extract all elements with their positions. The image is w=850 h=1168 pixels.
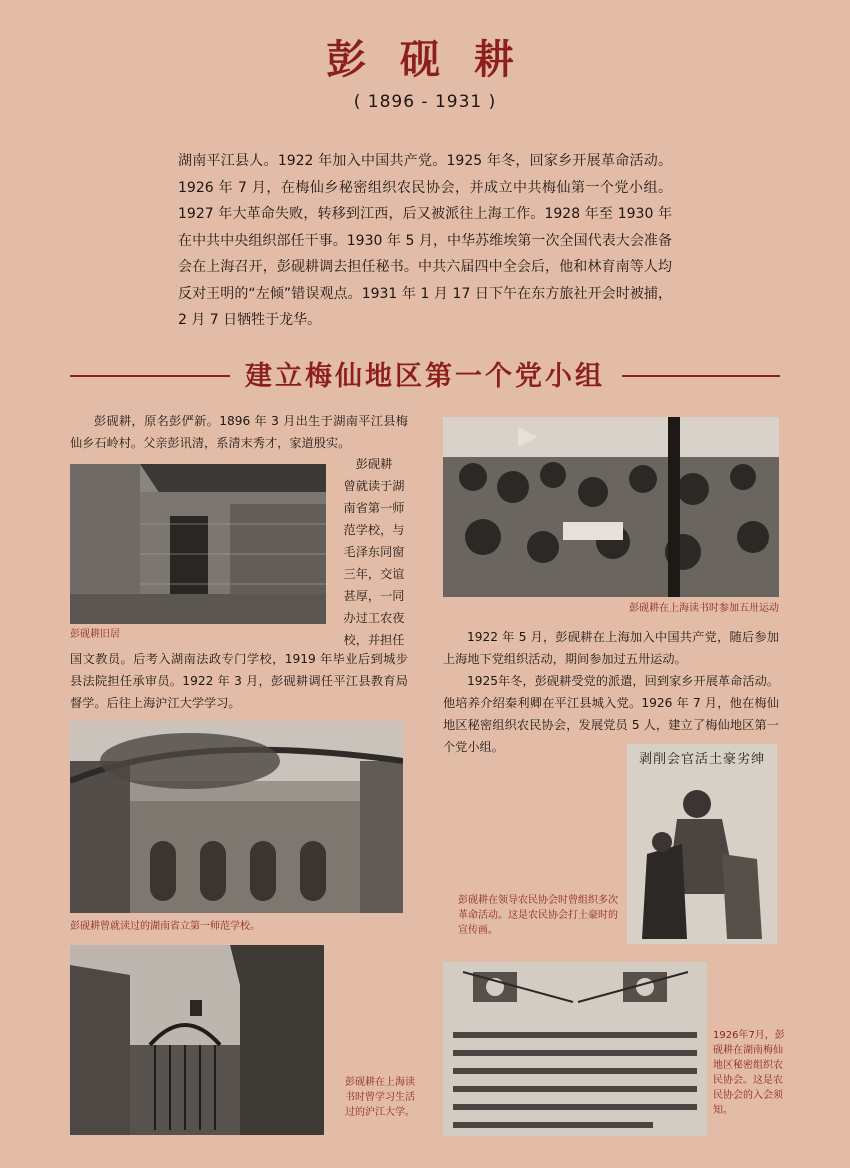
wrap-line: 毛泽东同窗 bbox=[343, 545, 405, 559]
page-title: 彭 砚 耕 bbox=[326, 36, 524, 83]
left-paragraph-2-wrap bbox=[340, 453, 408, 651]
propaganda-poster bbox=[627, 744, 777, 944]
poster-title: 剥削会官活土豪劣绅 bbox=[638, 752, 765, 767]
left-paragraph-1: 彭砚耕，原名彭俨新。1896 年 3 月出生于湖南平江县梅仙乡石岭村。父亲彭讯清，系清末秀才，家道殷实。 bbox=[70, 414, 408, 450]
membership-notice-document bbox=[443, 962, 707, 1136]
normal-school-caption: 彭砚耕曾就读过的湖南省立第一师范学校。 bbox=[70, 921, 260, 932]
wrap-line: 甚厚，一同 bbox=[343, 589, 405, 603]
right-paragraph-2: 1925年冬，彭砚耕受党的派遣，回到家乡开展革命活动。他培养介绍秦利卿在平江县城入党。1926 年 7 月，他在梅仙地区秘密组织农民协会，发展党员 5 人，建立了梅仙地区第一个党小组。 bbox=[443, 674, 779, 754]
wrap-line: 校，并担任 bbox=[343, 633, 405, 647]
membership-notice-caption: 1926年7月，彭砚耕在湖南梅仙地区秘密组织农民协会。这是农民协会的入会须知。 bbox=[713, 1030, 785, 1116]
intro-paragraph: 湖南平江县人。1922 年加入中国共产党。1925 年冬，回家乡开展革命活动。1926 年 7 月，在梅仙乡秘密组织农民协会，并成立中共梅仙第一个党小组。1927 年大革命失败，转移到江西，后又被派往上海工作。1928 年至 1930 年在中共中央组织部任干事。1930 年 5 月，中华苏维埃第一次全国代表大会准备会在上海召开，彭砚耕调去担任秘书。中共六届四中全会后，他和林育南等人均反对王明的“左倾”错误观点。1931 年 1 月 17 日下午在东方旅社开会时被捕，2 月 7 日牺牲于龙华。 bbox=[178, 153, 672, 328]
wrap-line: 范学校，与 bbox=[343, 523, 405, 537]
wrap-line: 曾就读于湖 bbox=[343, 479, 405, 493]
wrap-line: 办过工农夜 bbox=[343, 611, 405, 625]
normal-school-photo bbox=[70, 721, 403, 913]
former-residence-caption: 彭砚耕旧居 bbox=[70, 629, 120, 640]
wrap-line: 彭砚耕 bbox=[355, 457, 393, 471]
former-residence-photo bbox=[70, 464, 326, 624]
may-thirtieth-rally-photo bbox=[443, 417, 779, 597]
life-years: ( 1896 - 1931 ) bbox=[353, 92, 497, 112]
right-paragraph-1: 1922 年 5 月，彭砚耕在上海加入中国共产党，随后参加上海地下党组织活动，期间参加过五卅运动。 bbox=[443, 630, 779, 666]
wrap-line: 三年，交谊 bbox=[343, 567, 405, 581]
propaganda-poster-caption: 彭砚耕在领导农民协会时曾组织多次革命活动。这是农民协会打土豪时的宣传画。 bbox=[458, 895, 618, 936]
hujiang-university-photo bbox=[70, 945, 324, 1135]
hujiang-university-caption: 彭砚耕在上海读书时曾学习生活过的沪江大学。 bbox=[345, 1077, 415, 1118]
left-paragraph-2-rest: 国文教员。后考入湖南法政专门学校，1919 年毕业后到城步县法院担任承审员。1922 年 3 月，彭砚耕调任平江县教育局督学。后往上海沪江大学学习。 bbox=[70, 652, 408, 710]
section-title: 建立梅仙地区第一个党小组 bbox=[245, 361, 605, 392]
may-thirtieth-rally-caption: 彭砚耕在上海读书时参加五卅运动 bbox=[629, 603, 779, 614]
wrap-line: 南省第一师 bbox=[343, 501, 405, 515]
